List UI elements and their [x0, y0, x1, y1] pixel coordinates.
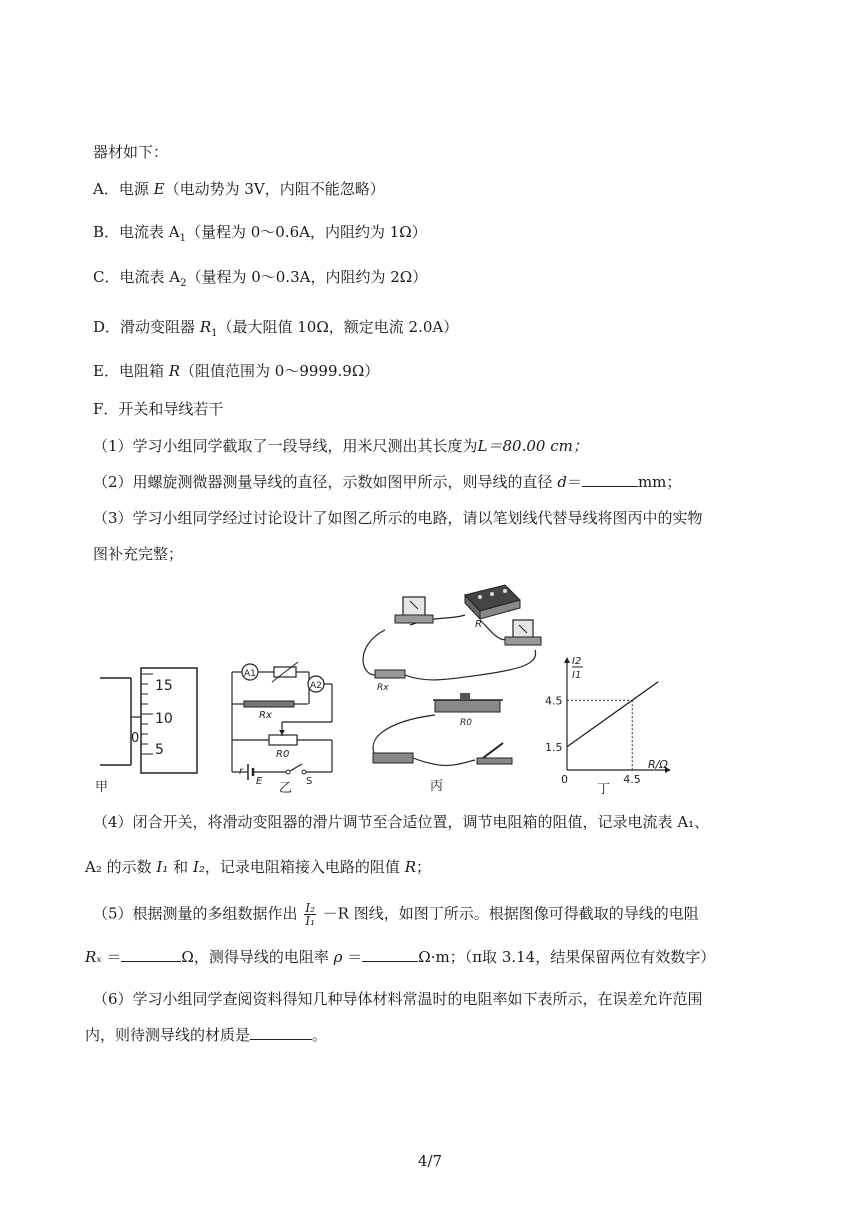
- ammeter-a1-label: A1: [244, 669, 256, 679]
- ammeter-a2-label: A2: [310, 681, 322, 691]
- resistance-box-label: R: [475, 619, 482, 630]
- x-tick-0: 0: [561, 773, 568, 786]
- question-5-line2: Rₓ ＝ Ω，测得导线的电阻率 ρ ＝ Ω·m；（π取 3.14，结果保留两位有效数字）: [85, 948, 716, 966]
- material-d: D．滑动变阻器 $R_1$（最大阻值 10Ω，额定电流 2.0A）: [93, 318, 459, 339]
- graph-line: [567, 682, 658, 747]
- caption-yi: 乙: [279, 781, 293, 795]
- y-tick-1-5: 1.5: [545, 740, 563, 754]
- material-c: C．电流表 $A_2$（量程为 0～0.3A，内阻约为 2Ω）: [93, 268, 428, 289]
- scale-label-5: 5: [155, 742, 164, 758]
- question-3-line2: 图补充完整；: [93, 545, 184, 563]
- caption-bing: 丙: [430, 779, 444, 794]
- figure-bing-apparatus: [355, 575, 555, 799]
- question-6-line1: （6）学习小组同学查阅资料得知几种导体材料常温时的电阻率如下表所示，在误差允许范围: [93, 990, 703, 1008]
- question-5-line1: （5）根据测量的多组数据作出 $\frac{\text{I₂}}{\text{I₁}}$ －R 图线，如图丁所示。根据图像可得截取的导线的电阻: [93, 901, 699, 928]
- r0-label: R0: [276, 749, 290, 760]
- rheostat-label: R0: [460, 718, 472, 728]
- x-tick-4-5: 4.5: [623, 773, 641, 786]
- caption-jia: 甲: [95, 780, 109, 795]
- material-e: E．电阻箱 R（阻值范围为 0～9999.9Ω）: [93, 362, 380, 380]
- zero-mark: 0: [131, 731, 140, 746]
- caption-ding: 丁: [597, 782, 611, 795]
- question-4-line1: （4）闭合开关，将滑动变阻器的滑片调节至合适位置，调节电阻箱的阻值，记录电流表 A₁、: [93, 813, 710, 831]
- s-label: S: [306, 776, 313, 787]
- rx-label: Rx: [259, 710, 272, 721]
- page-number: 4/7: [417, 1152, 443, 1170]
- material-a: A．电源 E（电动势为 3V，内阻不能忽略）: [93, 180, 385, 198]
- figure-jia-micrometer: [95, 660, 210, 799]
- answer-blank-material[interactable]: [250, 1025, 312, 1040]
- y-tick-4-5: 4.5: [545, 694, 563, 708]
- scale-label-15: 15: [155, 678, 173, 694]
- answer-blank-rx[interactable]: [121, 947, 181, 962]
- material-f: F．开关和导线若干: [93, 400, 224, 418]
- question-1: （1）学习小组同学截取了一段导线，用米尺测出其长度为L＝80.00 cm；: [93, 437, 588, 455]
- figure-ding-graph: [545, 645, 685, 799]
- figure-yi-circuit: [224, 660, 344, 799]
- rx-wire-label: Rx: [377, 683, 389, 693]
- question-4-line2: A₂ 的示数 I₁ 和 I₂，记录电阻箱接入电路的阻值 R；: [85, 858, 431, 876]
- xlabel: R/Ω: [648, 758, 668, 771]
- e-label: E: [256, 776, 263, 787]
- materials-intro: 器材如下：: [93, 143, 169, 161]
- r-label: r: [239, 766, 244, 777]
- material-b: B．电流表 $A_1$（量程为 0～0.6A，内阻约为 1Ω）: [93, 223, 427, 244]
- fraction-i2-over-i1: $\frac{\text{I₂}}{\text{I₁}}$: [305, 901, 315, 928]
- scale-label-10: 10: [155, 711, 173, 727]
- question-2: （2）用螺旋测微器测量导线的直径，示数如图甲所示，则导线的直径 d＝ mm；: [93, 473, 682, 491]
- question-3-line1: （3）学习小组同学经过讨论设计了如图乙所示的电路，请以笔划线代替导线将图丙中的实物: [93, 509, 703, 527]
- question-6-line2: 内，则待测导线的材质是 。: [85, 1026, 328, 1044]
- answer-blank-d[interactable]: [582, 472, 638, 487]
- ylabel-denominator: I1: [572, 670, 582, 681]
- answer-blank-rho[interactable]: [362, 947, 418, 962]
- ylabel-numerator: I2: [572, 656, 582, 667]
